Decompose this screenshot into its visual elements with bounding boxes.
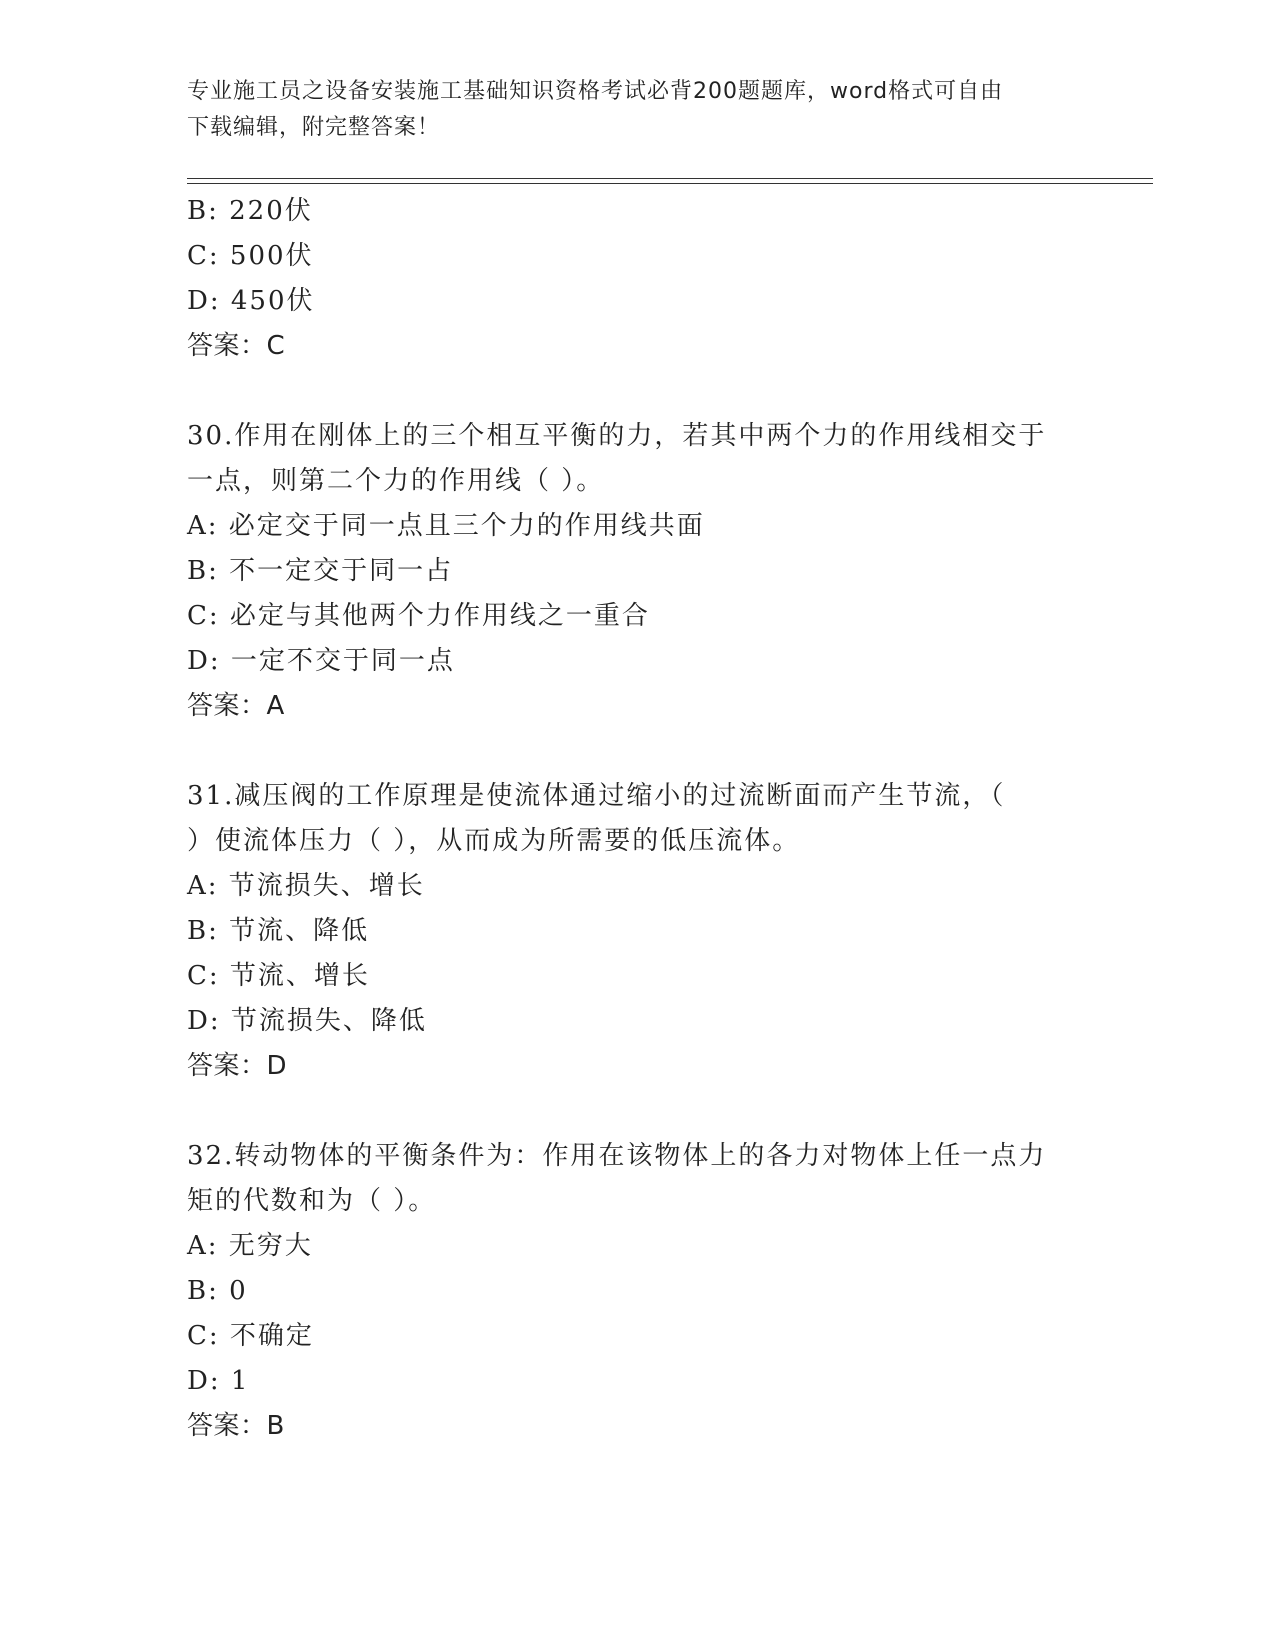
q32-option-a: A: 无穷大 <box>187 1231 313 1261</box>
q31-answer: 答案：D <box>187 1051 288 1081</box>
q32-answer: 答案：B <box>187 1411 285 1441</box>
q31-stem-line-1: 31.减压阀的工作原理是使流体通过缩小的过流断面而产生节流，（ <box>187 781 1006 811</box>
q29-option-c: C: 500伏 <box>187 241 314 271</box>
q30-answer: 答案：A <box>187 691 285 721</box>
q32-stem-line-1: 32.转动物体的平衡条件为：作用在该物体上的各力对物体上任一点力 <box>187 1141 1047 1171</box>
q30-stem-line-1: 30.作用在刚体上的三个相互平衡的力，若其中两个力的作用线相交于 <box>187 421 1047 451</box>
q30-option-c: C: 必定与其他两个力作用线之一重合 <box>187 601 650 631</box>
q30-option-b: B: 不一定交于同一占 <box>187 556 454 586</box>
q31-option-b: B: 节流、降低 <box>187 916 370 946</box>
q31-stem-line-2: ）使流体压力（ ），从而成为所需要的低压流体。 <box>187 826 801 856</box>
q32-option-b: B: 0 <box>187 1276 248 1306</box>
q29-answer: 答案：C <box>187 331 286 361</box>
document-header <box>187 74 1067 146</box>
q30-option-a: A: 必定交于同一点且三个力的作用线共面 <box>187 511 705 541</box>
q31-option-d: D: 节流损失、降低 <box>187 1006 427 1036</box>
q32-option-c: C: 不确定 <box>187 1321 314 1351</box>
header-title-line-1: 专业施工员之设备安装施工基础知识资格考试必背200题题库，word格式可自由 <box>187 79 1004 104</box>
q32-stem-line-2: 矩的代数和为（ ）。 <box>187 1186 437 1216</box>
q32-option-d: D: 1 <box>187 1366 250 1396</box>
q30-option-d: D: 一定不交于同一点 <box>187 646 455 676</box>
header-divider-bottom <box>187 183 1153 184</box>
header-title-line-2: 下载编辑，附完整答案！ <box>187 115 441 140</box>
q31-option-a: A: 节流损失、增长 <box>187 871 425 901</box>
header-divider-top <box>187 178 1153 179</box>
q30-stem-line-2: 一点，则第二个力的作用线（ ）。 <box>187 466 605 496</box>
q29-option-d: D: 450伏 <box>187 286 315 316</box>
q31-option-c: C: 节流、增长 <box>187 961 370 991</box>
q29-option-b: B: 220伏 <box>187 196 313 226</box>
